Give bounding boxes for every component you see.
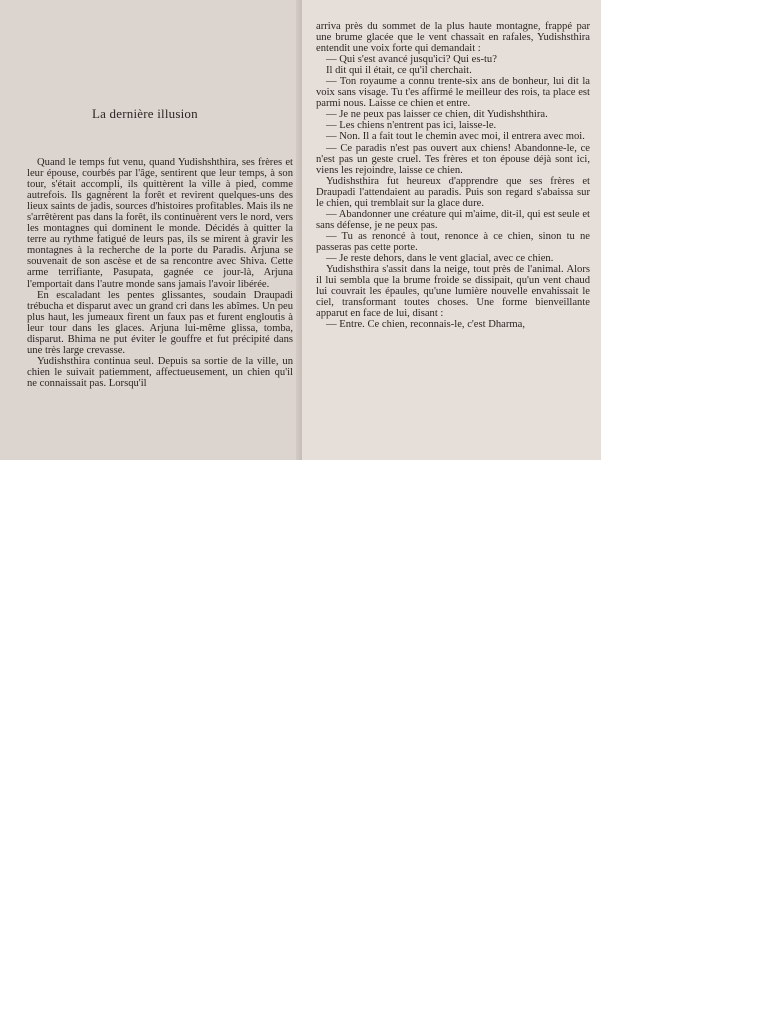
paragraph: — Ce paradis n'est pas ouvert aux chiens! Abandonne-le, ce n'est pas un geste cruel. Tes frères et ton épouse déjà sont ici, viens les rejoindre, laisse ce chien.	[316, 142, 590, 176]
paragraph: Yudishsthira fut heureux d'apprendre que ses frères et Draupadi l'attendaient au paradis. Puis son regard s'abaissa sur le chien, qui tremblait sur la glace dure.	[316, 175, 590, 209]
chapter-title: La dernière illusion	[92, 106, 198, 121]
paragraph: Il dit qui il était, ce qu'il cherchait.	[326, 65, 472, 77]
paragraph: — Qui s'est avancé jusqu'ici? Qui es-tu?	[326, 54, 497, 66]
paragraph: — Abandonner une créature qui m'aime, dit-il, qui est seule et sans défense, je ne peux pas.	[316, 208, 590, 231]
paragraph: Yudishsthira continua seul. Depuis sa sortie de la ville, un chien le suivait patiemment, affectueusement, un chien qu'il ne connaissait pas. Lorsqu'il	[27, 355, 293, 389]
paragraph: — Les chiens n'entrent pas ici, laisse-le.	[326, 120, 497, 132]
paragraph: — Ton royaume a connu trente-six ans de bonheur, lui dit la voix sans visage. Tu t'es affirmé le meilleur des rois, ta place est parmi nous. Laisse ce chien et entre.	[316, 76, 590, 110]
right-page-text	[316, 21, 590, 330]
paragraph: — Je reste dehors, dans le vent glacial, avec ce chien.	[326, 252, 554, 264]
paragraph: Quand le temps fut venu, quand Yudishshthira, ses frères et leur épouse, courbés par l'âge, sentirent que leur temps, à son tour, s'était accompli, ils quittèrent la ville à pied, comme autrefois. Ils gagnèrent la forêt et revirent quelques-uns des lieux saints de jadis, sources d'histoires profitables. Mais ils ne s'arrêtèrent pas dans la forêt, ils continuèrent vers le nord, vers les montagnes qui dominent le monde. Décidés à quitter la terre au rythme fatigué de leurs pas, ils se mirent à gravir les montagnes à la recherche de la porte du Paradis. Arjuna se souvenait de son ascèse et de sa rencontre avec Shiva. Cette arme terrifiante, Pasupata, gagnée ce jour-là, Arjuna l'emportait dans l'autre monde sans jamais l'avoir libérée.	[27, 157, 293, 290]
scanned-book-spread	[0, 0, 601, 460]
paragraph: En escaladant les pentes glissantes, soudain Draupadi trébucha et disparut avec un grand cri dans les abîmes. Un peu plus haut, les jumeaux firent un faux pas et furent engloutis à leur tour dans les glaces. Arjuna lui-même glissa, tomba, disparut. Bhima ne put éviter le gouffre et fut précipité dans une très large crevasse.	[27, 289, 293, 356]
paragraph: — Je ne peux pas laisser ce chien, dit Yudishshthira.	[326, 109, 548, 121]
paragraph: — Entre. Ce chien, reconnais-le, c'est Dharma,	[326, 319, 525, 331]
bleed-through-text	[200, 28, 290, 123]
right-page	[302, 0, 601, 460]
left-page-text	[27, 157, 293, 389]
paragraph: — Non. Il a fait tout le chemin avec moi, il entrera avec moi.	[326, 131, 585, 143]
paragraph: arriva près du sommet de la plus haute montagne, frappé par une brume glacée que le vent chassait en rafales, Yudishsthira entendit une voix forte qui demandait :	[316, 21, 590, 55]
left-page	[0, 0, 301, 460]
paragraph: Yudishsthira s'assit dans la neige, tout près de l'animal. Alors il lui sembla que la brume froide se dissipait, qu'un vent chaud lui couvrait les épaules, qu'une lumière nouvelle envahissait le ciel, transformant toutes choses. Une forme bienveillante apparut en face de lui, disant :	[316, 264, 590, 320]
paragraph: — Tu as renoncé à tout, renonce à ce chien, sinon tu ne passeras pas cette porte.	[316, 230, 590, 253]
